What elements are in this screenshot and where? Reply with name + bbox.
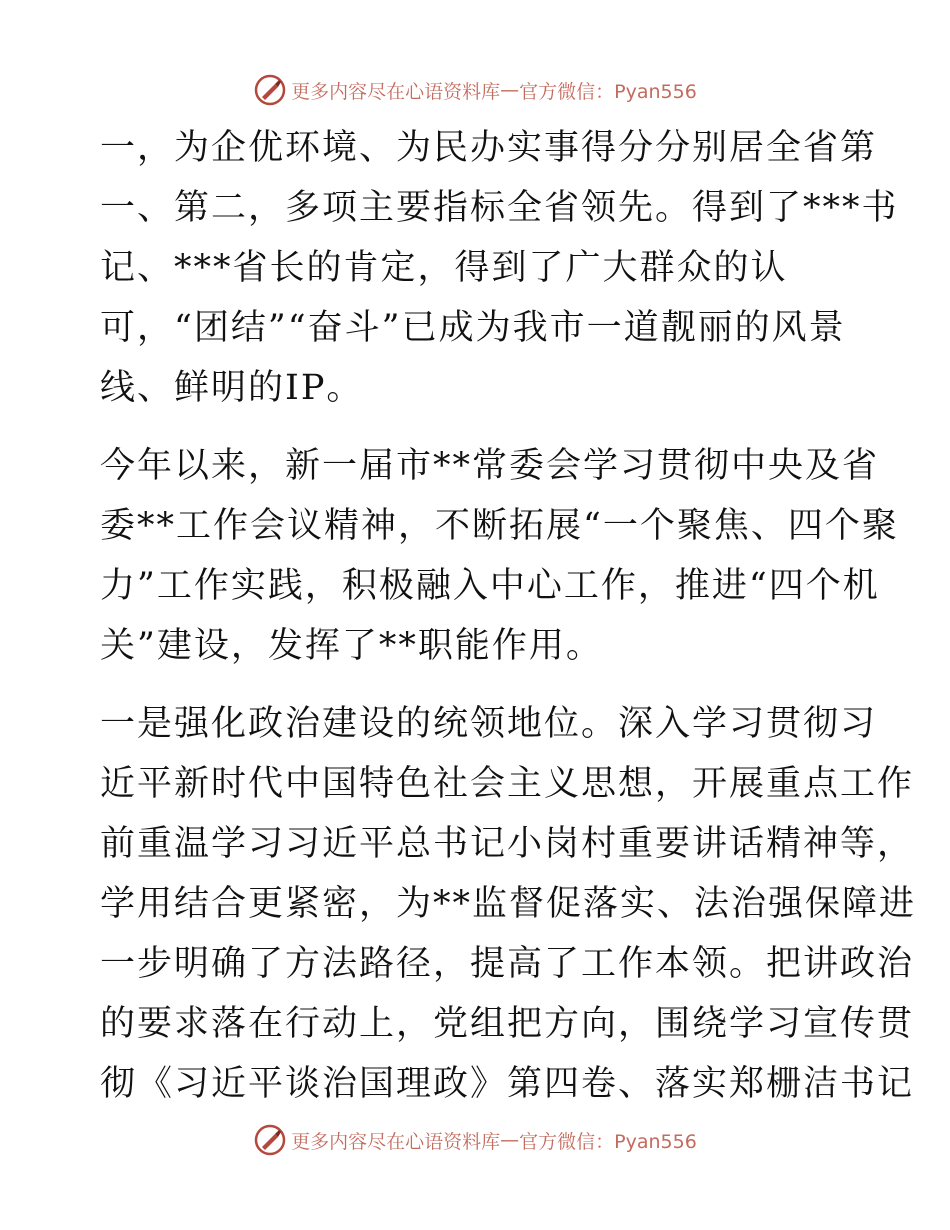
text-line: 关”建设，发挥了**职能作用。 xyxy=(100,626,603,666)
pen-logo-icon xyxy=(253,73,287,107)
banner-contact: 官方微信：Pyan556 xyxy=(519,1130,697,1153)
banner-text: 更多内容尽在心语资料库 xyxy=(291,80,501,103)
header-banner xyxy=(0,70,950,110)
text-line: 学用结合更紧密，为**监督促落实、法治强保障进 xyxy=(100,884,917,924)
text-line: 的要求落在行动上，党组把方向，围绕学习宣传贯 xyxy=(100,1004,915,1044)
banner-separator: — xyxy=(500,79,520,101)
text-line: 一、第二，多项主要指标全省领先。得到了***书 xyxy=(100,188,899,228)
text-line: 前重温学习习近平总书记小岗村重要讲话精神等， xyxy=(100,824,915,864)
text-line: 可，“团结”“奋斗”已成为我市一道靓丽的风景 xyxy=(100,308,846,348)
pen-logo-icon xyxy=(253,1123,287,1157)
text-line: 今年以来，新一届市**常委会学习贯彻中央及省 xyxy=(100,446,880,486)
text-line: 一步明确了方法路径，提高了工作本领。把讲政治 xyxy=(100,944,915,984)
text-line: 一，为企优环境、为民办实事得分分别居全省第 xyxy=(100,128,878,168)
document-body xyxy=(100,118,917,1132)
paragraph-3 xyxy=(100,694,917,1114)
banner-separator: — xyxy=(500,1129,520,1151)
text-line: 彻《习近平谈治国理政》第四卷、落实郑栅洁书记 xyxy=(100,1064,915,1104)
banner-text: 更多内容尽在心语资料库 xyxy=(291,1130,501,1153)
text-line: 近平新时代中国特色社会主义思想，开展重点工作 xyxy=(100,764,915,804)
banner-contact: 官方微信：Pyan556 xyxy=(519,80,697,103)
text-line: 委**工作会议精神，不断拓展“一个聚焦、四个聚 xyxy=(100,506,899,546)
text-line: 记、***省长的肯定，得到了广大群众的认 xyxy=(100,248,788,288)
footer-banner xyxy=(0,1120,950,1160)
text-line: 一是强化政治建设的统领地位。深入学习贯彻习 xyxy=(100,704,878,744)
text-line: 线、鲜明的IP。 xyxy=(100,368,364,408)
paragraph-2 xyxy=(100,436,899,676)
text-line: 力”工作实践，积极融入中心工作，推进“四个机 xyxy=(100,566,880,606)
paragraph-1 xyxy=(100,118,899,418)
